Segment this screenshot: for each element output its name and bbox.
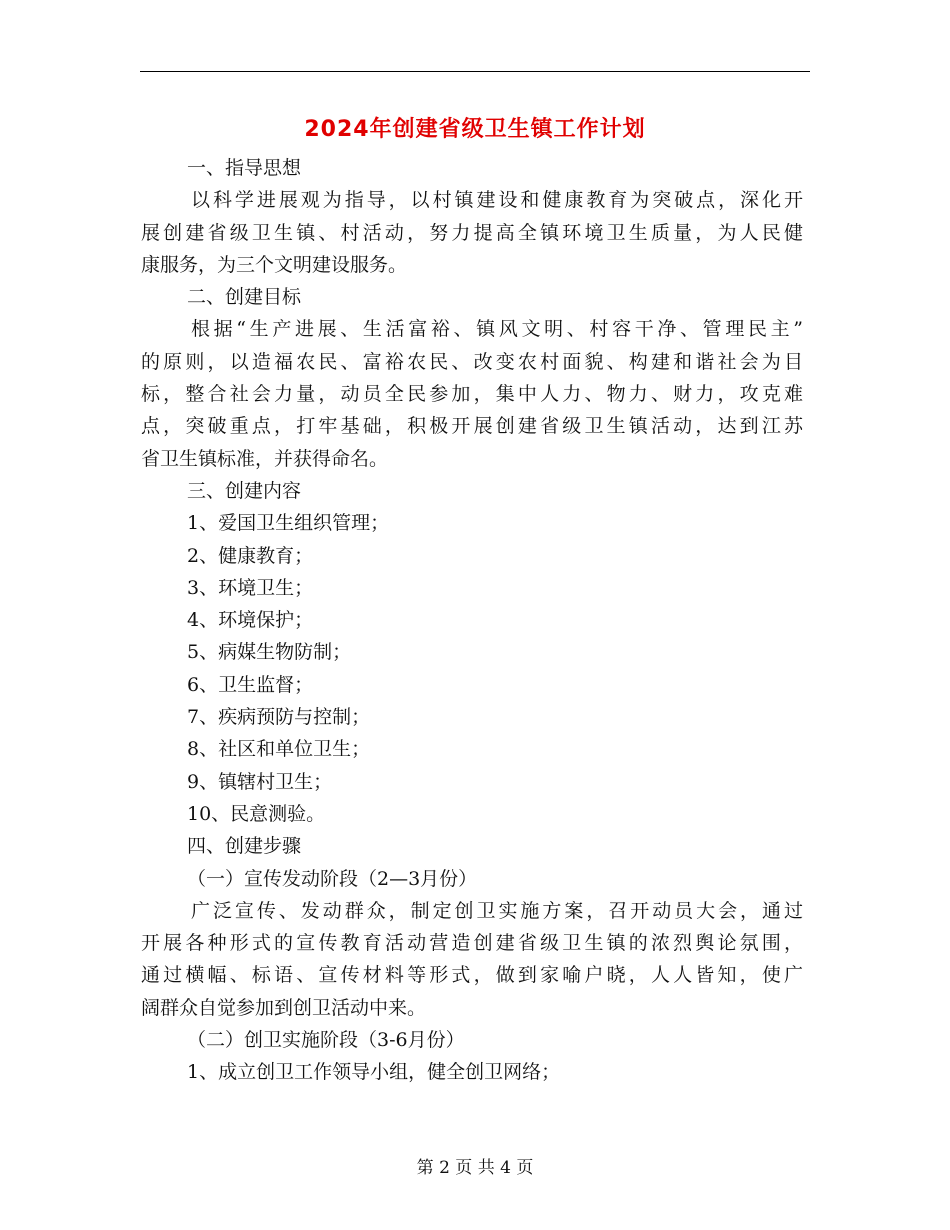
paragraph-line: 通过横幅、标语、宣传材料等形式，做到家喻户晓，人人皆知，使广 — [141, 964, 803, 987]
paragraph-line: 省卫生镇标准，并获得命名。 — [141, 447, 389, 470]
paragraph-line: 标，整合社会力量，动员全民参加，集中人力、物力、财力，攻克难 — [141, 383, 803, 406]
paragraph-line: 康服务，为三个文明建设服务。 — [141, 253, 408, 276]
paragraph-line: 点，突破重点，打牢基础，积极开展创建省级卫生镇活动，达到江苏 — [141, 415, 803, 438]
section-heading-3: 三、创建内容 — [187, 479, 302, 502]
list-item: 10、民意测验。 — [187, 802, 326, 825]
section-heading-2: 二、创建目标 — [187, 286, 302, 309]
document-body — [141, 152, 803, 1089]
paragraph-line: 展创建省级卫生镇、村活动，努力提高全镇环境卫生质量，为人民健 — [141, 221, 803, 244]
header-rule — [140, 71, 810, 72]
list-item: 1、成立创卫工作领导小组，健全创卫网络； — [187, 1061, 561, 1084]
list-item: 6、卫生监督； — [187, 673, 314, 696]
page-number: 第 2 页 共 4 页 — [416, 1158, 534, 1178]
paragraph-line: 广泛宣传、发动群众，制定创卫实施方案，召开动员大会，通过 — [191, 899, 803, 922]
subsection-heading-2: （二）创卫实施阶段（3-6月份） — [187, 1029, 465, 1052]
list-item: 2、健康教育； — [187, 544, 314, 567]
list-item: 5、病媒生物防制； — [187, 641, 352, 664]
paragraph-line: 以科学进展观为指导，以村镇建设和健康教育为突破点，深化开 — [191, 189, 803, 212]
paragraph-line: 阔群众自觉参加到创卫活动中来。 — [141, 996, 427, 1019]
list-item: 8、社区和单位卫生； — [187, 738, 371, 761]
paragraph-line: 根据“生产进展、生活富裕、镇风文明、村容干净、管理民主” — [191, 318, 803, 341]
paragraph-line: 开展各种形式的宣传教育活动营造创建省级卫生镇的浓烈舆论氛围， — [141, 932, 803, 955]
list-item: 3、环境卫生； — [187, 576, 314, 599]
paragraph-line: 的原则，以造福农民、富裕农民、改变农村面貌、构建和谐社会为目 — [141, 350, 803, 373]
section-heading-4: 四、创建步骤 — [187, 835, 302, 858]
list-item: 1、爱国卫生组织管理； — [187, 512, 390, 535]
list-item: 4、环境保护； — [187, 609, 314, 632]
subsection-heading-1: （一）宣传发动阶段（2—3月份） — [187, 867, 478, 890]
list-item: 9、镇辖村卫生； — [187, 770, 333, 793]
list-item: 7、疾病预防与控制； — [187, 706, 371, 729]
document-title: 2024年创建省级卫生镇工作计划 — [304, 117, 646, 142]
section-heading-1: 一、指导思想 — [187, 157, 302, 179]
